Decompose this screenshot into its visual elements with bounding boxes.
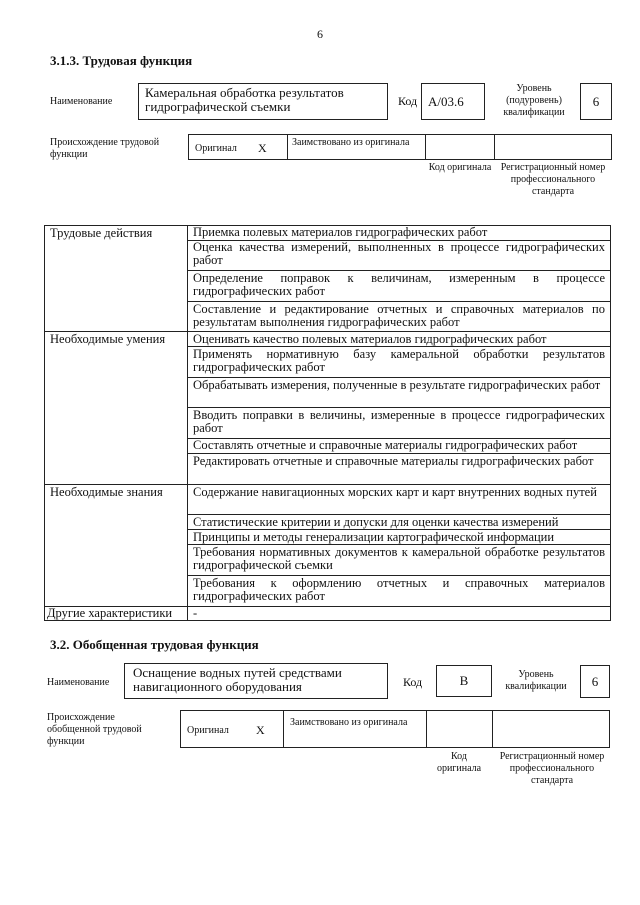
name-label: Наименование [50, 96, 113, 107]
code-label: Код [403, 675, 423, 689]
skill-item: Применять нормативную базу камеральной обработки результатов гидрографических работ [193, 347, 605, 374]
knowledge-item: Принципы и методы генерализации картографической информации [193, 530, 555, 544]
code-original-label: Код оригинала [436, 751, 482, 774]
knowledge-item: Требования к оформлению отчетных и справочных материалов гидрографических работ [193, 576, 605, 603]
reg-number-label: Регистрационный номер профессионального стандарта [500, 162, 606, 197]
function-name-field [138, 83, 388, 120]
level-field [580, 665, 610, 698]
knowledge-item: Содержание навигационных морских карт и карт внутренних водных путей [193, 485, 597, 499]
knowledge-item: Статистические критерии и допуски для оценки качества измерений [193, 515, 559, 529]
page-number: 6 [317, 27, 323, 41]
action-item: Приемка полевых материалов гидрографических работ [193, 225, 488, 239]
skill-item: Составлять отчетные и справочные материалы гидрографических работ [193, 438, 578, 452]
code-field [421, 83, 485, 120]
level-value: 6 [592, 94, 600, 109]
action-item: Оценка качества измерений, выполненных в процессе гидрографических работ [193, 241, 605, 267]
skill-item: Оценивать качество полевых материалов гидрографических работ [193, 332, 547, 346]
action-item: Определение поправок к величинам, измеренным в процессе гидрографических работ [193, 271, 605, 298]
other-value: - [193, 606, 198, 620]
skill-item: Вводить поправки в величины, измеренные в процессе гидрографических работ [193, 408, 605, 435]
code-label: Код [398, 94, 418, 108]
function-name-value: Камеральная обработка результатов гидрографической съемки [145, 85, 344, 114]
code-value: A/03.6 [428, 94, 464, 109]
function-name-value: Оснащение водных путей средствами навигационного оборудования [133, 665, 342, 694]
original-mark: X [256, 723, 265, 737]
skill-item: Редактировать отчетные и справочные материалы гидрографических работ [193, 454, 594, 468]
name-label: Наименование [47, 677, 110, 688]
borrowed-label: Заимствовано из оригинала [292, 137, 410, 148]
original-label: Оригинал [187, 725, 229, 736]
row-label-other: Другие характеристики [47, 606, 173, 620]
original-mark: X [258, 141, 267, 155]
action-item: Составление и редактирование отчетных и справочных материалов по результатам выполнения гидрографических работ [193, 302, 605, 329]
code-value: B [459, 673, 469, 688]
origin-label: Происхождение обобщенной трудовой функции [47, 712, 142, 747]
level-label: Уровень (подуровень) квалификации [503, 83, 565, 118]
function-name-field [124, 663, 388, 699]
origin-table [180, 710, 610, 748]
row-label-skills: Необходимые умения [50, 332, 166, 346]
origin-label: Происхождение трудовой функции [50, 137, 160, 160]
section-heading: 3.1.3. Трудовая функция [50, 53, 193, 68]
original-label: Оригинал [195, 143, 237, 154]
reg-number-label: Регистрационный номер профессионального стандарта [499, 751, 605, 786]
section-heading: 3.2. Обобщенная трудовая функция [50, 637, 259, 652]
row-label-actions: Трудовые действия [50, 226, 153, 240]
knowledge-item: Требования нормативных документов к камеральной обработке результатов гидрографической съемки [193, 545, 605, 572]
code-original-label: Код оригинала [428, 162, 492, 173]
level-field [580, 83, 612, 120]
row-label-knowledge: Необходимые знания [50, 485, 163, 499]
skill-item: Обрабатывать измерения, полученные в результате гидрографических работ [193, 378, 601, 392]
code-field [436, 665, 492, 697]
borrowed-label: Заимствовано из оригинала [290, 717, 408, 728]
level-value: 6 [591, 674, 599, 689]
level-label: Уровень квалификации [505, 669, 567, 692]
